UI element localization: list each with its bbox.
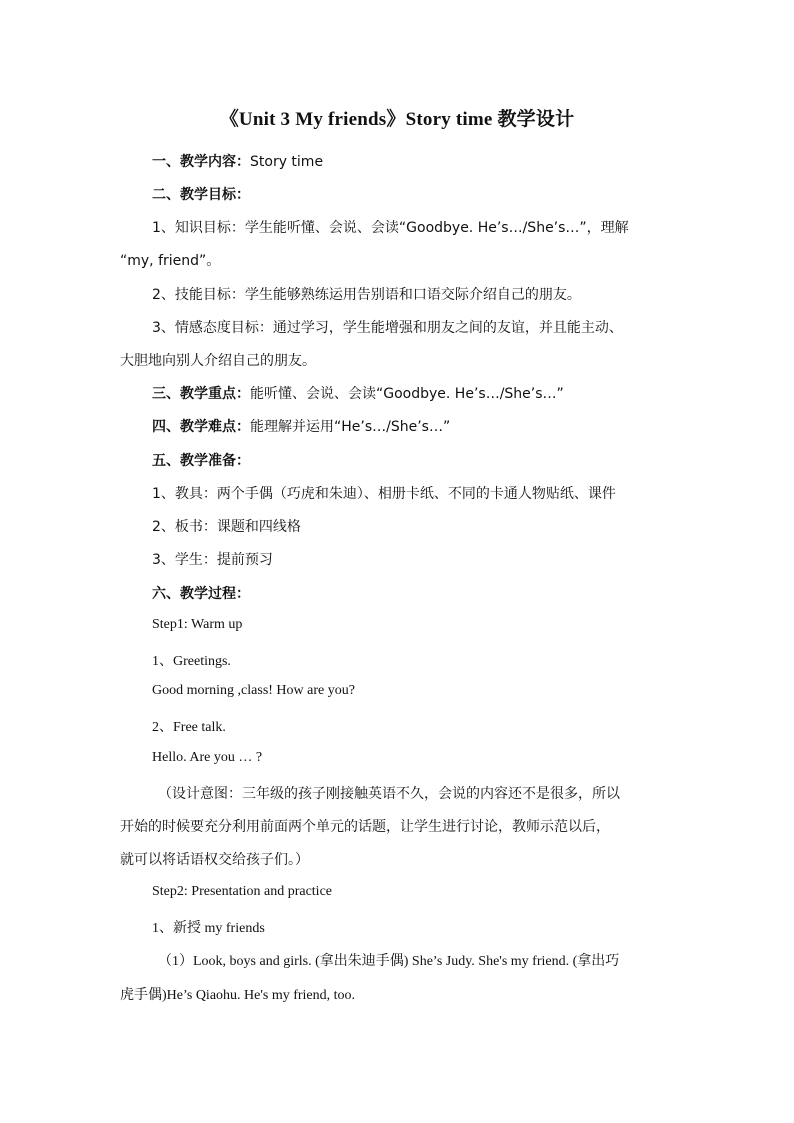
free-talk-label: 2、Free talk. xyxy=(152,720,226,735)
section-key-points xyxy=(152,383,564,403)
free-talk-text: Hello. Are you … ? xyxy=(152,750,263,765)
section-heading: 三、教学重点： xyxy=(152,386,250,402)
section-process-heading: 六、教学过程： xyxy=(152,586,250,602)
greetings-label: 1、Greetings. xyxy=(152,654,231,669)
goal-attitude-cont: 大胆地向别人介绍自己的朋友。 xyxy=(120,353,316,369)
goal-attitude: 3、情感态度目标：通过学习，学生能增强和朋友之间的友谊，并且能主动、 xyxy=(152,320,623,336)
new-teaching-label: 1、新授 my friends xyxy=(152,921,265,936)
dialogue-line-cont: 虎手偶)He’s Qiaohu. He's my friend, too. xyxy=(120,988,356,1003)
prep-students: 3、学生：提前预习 xyxy=(152,552,273,568)
goal-knowledge-cont: “my, friend”。 xyxy=(120,253,221,269)
section-text: Story time xyxy=(250,154,324,170)
design-intent-cont: 开始的时候要充分利用前面两个单元的话题，让学生进行讨论，教师示范以后， xyxy=(120,819,610,835)
prep-board: 2、板书：课题和四线格 xyxy=(152,519,301,535)
section-difficulties xyxy=(152,416,450,436)
dialogue-line: （1）Look, boys and girls. (拿出朱迪手偶) She’s Judy. She's my friend. (拿出巧 xyxy=(158,954,620,969)
section-text: 能理解并运用“He’s…/She’s…” xyxy=(250,419,451,435)
design-intent: （设计意图：三年级的孩子刚接触英语不久，会说的内容还不是很多，所以 xyxy=(158,786,620,802)
section-objectives-heading: 二、教学目标： xyxy=(152,187,250,203)
goal-skill: 2、技能目标：学生能够熟练运用告别语和口语交际介绍自己的朋友。 xyxy=(152,287,581,303)
greetings-text: Good morning ,class! How are you? xyxy=(152,683,355,698)
prep-teaching-aids: 1、教具：两个手偶（巧虎和朱迪）、相册卡纸、不同的卡通人物贴纸、课件 xyxy=(152,486,616,502)
document-title: 《Unit 3 My friends》Story time 教学设计 xyxy=(219,109,575,130)
step2-heading: Step2: Presentation and practice xyxy=(152,884,332,899)
section-preparation-heading: 五、教学准备： xyxy=(152,453,250,469)
section-text: 能听懂、会说、会读“Goodbye. He’s…/She’s…” xyxy=(250,386,564,402)
goal-knowledge: 1、知识目标：学生能听懂、会说、会读“Goodbye. He’s…/She’s…”，理解 xyxy=(152,220,629,236)
step1-heading: Step1: Warm up xyxy=(152,617,243,632)
section-heading: 一、教学内容： xyxy=(152,154,250,170)
design-intent-cont2: 就可以将话语权交给孩子们。） xyxy=(120,852,309,868)
section-content xyxy=(152,151,323,171)
section-heading: 四、教学难点： xyxy=(152,419,250,435)
